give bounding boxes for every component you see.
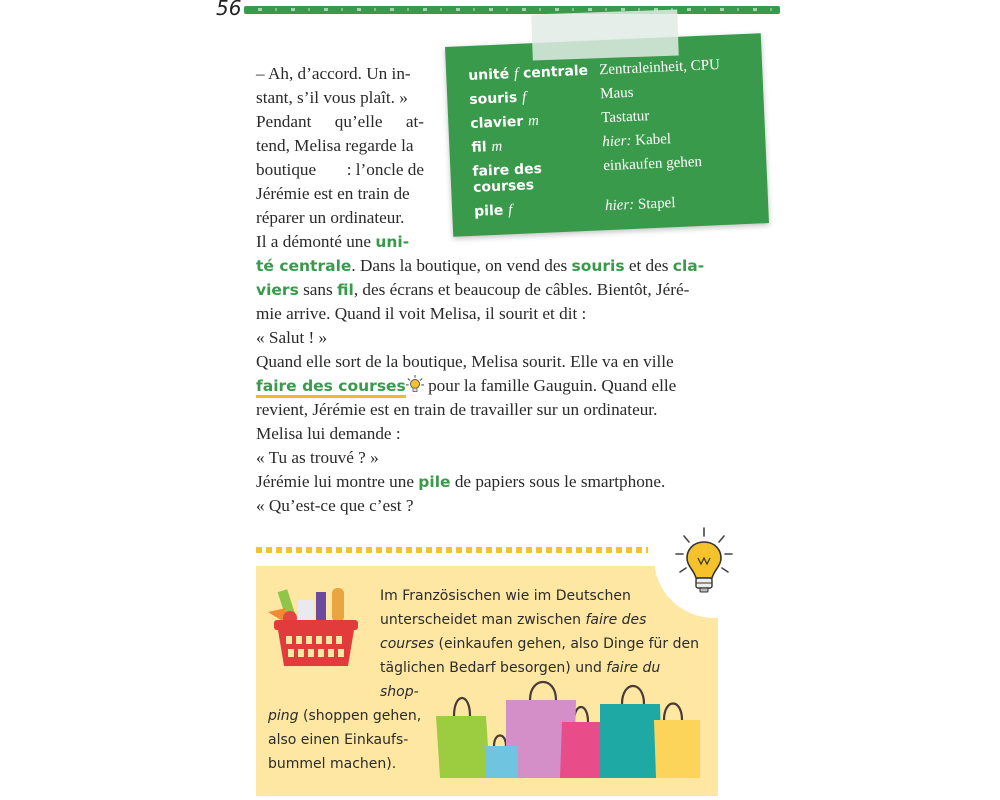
page-number: 56 <box>216 0 242 20</box>
vocab-term: fil m <box>471 138 503 156</box>
info-text-line: also einen Einkaufs- <box>268 732 409 748</box>
shopping-bags-icon <box>434 678 704 780</box>
story-line: Il a démonté une uni- <box>256 232 410 251</box>
story-line: Jérémie est en train de <box>256 184 410 203</box>
vocab-term: unité f centrale <box>467 62 589 84</box>
story-line: « Qu’est-ce que c’est ? <box>256 496 414 515</box>
keyword-pile: pile <box>418 473 451 491</box>
shopping-basket-icon <box>264 582 364 677</box>
info-text-line: Im Französischen wie im Deutschen <box>380 588 631 604</box>
vocab-translation: Maus <box>599 84 634 103</box>
info-text-line: shop- <box>380 684 419 700</box>
story-line: Melisa lui demande : <box>256 424 401 443</box>
keyword-fil: fil <box>337 281 354 299</box>
story-line: boutique : l’oncle de <box>256 160 424 179</box>
vocab-translation: hier: Stapel <box>604 195 676 215</box>
story-line: revient, Jérémie est en train de travailler sur un ordinateur. <box>256 400 658 419</box>
vocabulary-box <box>445 33 769 237</box>
vocab-translation: Zentraleinheit, CPU <box>598 57 721 79</box>
dashed-divider <box>256 547 648 553</box>
lightbulb-icon <box>406 375 424 393</box>
tape-strip <box>531 9 679 60</box>
story-line: tend, Melisa regarde la <box>256 136 414 155</box>
story-line: Jérémie lui montre une pile de papiers sous le smartphone. <box>256 472 666 491</box>
story-line: « Tu as trouvé ? » <box>256 448 379 467</box>
story-line: Quand elle sort de la boutique, Melisa sourit. Elle va en ville <box>256 352 674 371</box>
story-line: Pendant qu’elle at- <box>256 112 424 131</box>
story-line: – Ah, d’accord. Un in- <box>256 64 411 83</box>
story-line: réparer un ordinateur. <box>256 208 405 227</box>
vocab-translation: Tastatur <box>600 108 650 127</box>
info-text-line: bummel machen). <box>268 756 397 772</box>
story-line: « Salut ! » <box>256 328 328 347</box>
info-text-line: unterscheidet man zwischen faire des <box>380 612 647 628</box>
story-line: mie arrive. Quand il voit Melisa, il sourit et dit : <box>256 304 587 323</box>
lightbulb-icon <box>670 524 740 604</box>
vocab-term: faire des courses <box>472 160 543 196</box>
keyword-faire-des-courses: faire des courses <box>256 377 406 398</box>
vocab-term: souris f <box>468 89 527 108</box>
story-line: viers sans fil, des écrans et beaucoup de câbles. Bientôt, Jéré- <box>256 280 690 299</box>
vocab-translation: einkaufen gehen <box>603 153 703 175</box>
info-text-line: täglichen Bedarf besorgen) und faire du <box>380 660 661 676</box>
story-line: stant, s’il vous plaît. » <box>256 88 408 107</box>
keyword-souris: souris <box>571 257 625 275</box>
story-line: faire des courses pour la famille Gauguin. Quand elle <box>256 374 676 398</box>
vocab-term: pile f <box>473 202 513 220</box>
keyword-claviers: cla- <box>672 257 705 275</box>
vocab-translation: hier: Kabel <box>601 131 672 151</box>
info-text-line: ping (shoppen gehen, <box>268 708 422 724</box>
info-text-line: courses (einkaufen gehen, also Dinge für den <box>380 636 699 652</box>
top-decorative-band <box>244 6 780 14</box>
story-line: té centrale. Dans la boutique, on vend des souris et des cla- <box>256 256 705 275</box>
vocab-term: clavier m <box>470 112 540 132</box>
keyword-unite-centrale: uni- <box>375 233 410 251</box>
